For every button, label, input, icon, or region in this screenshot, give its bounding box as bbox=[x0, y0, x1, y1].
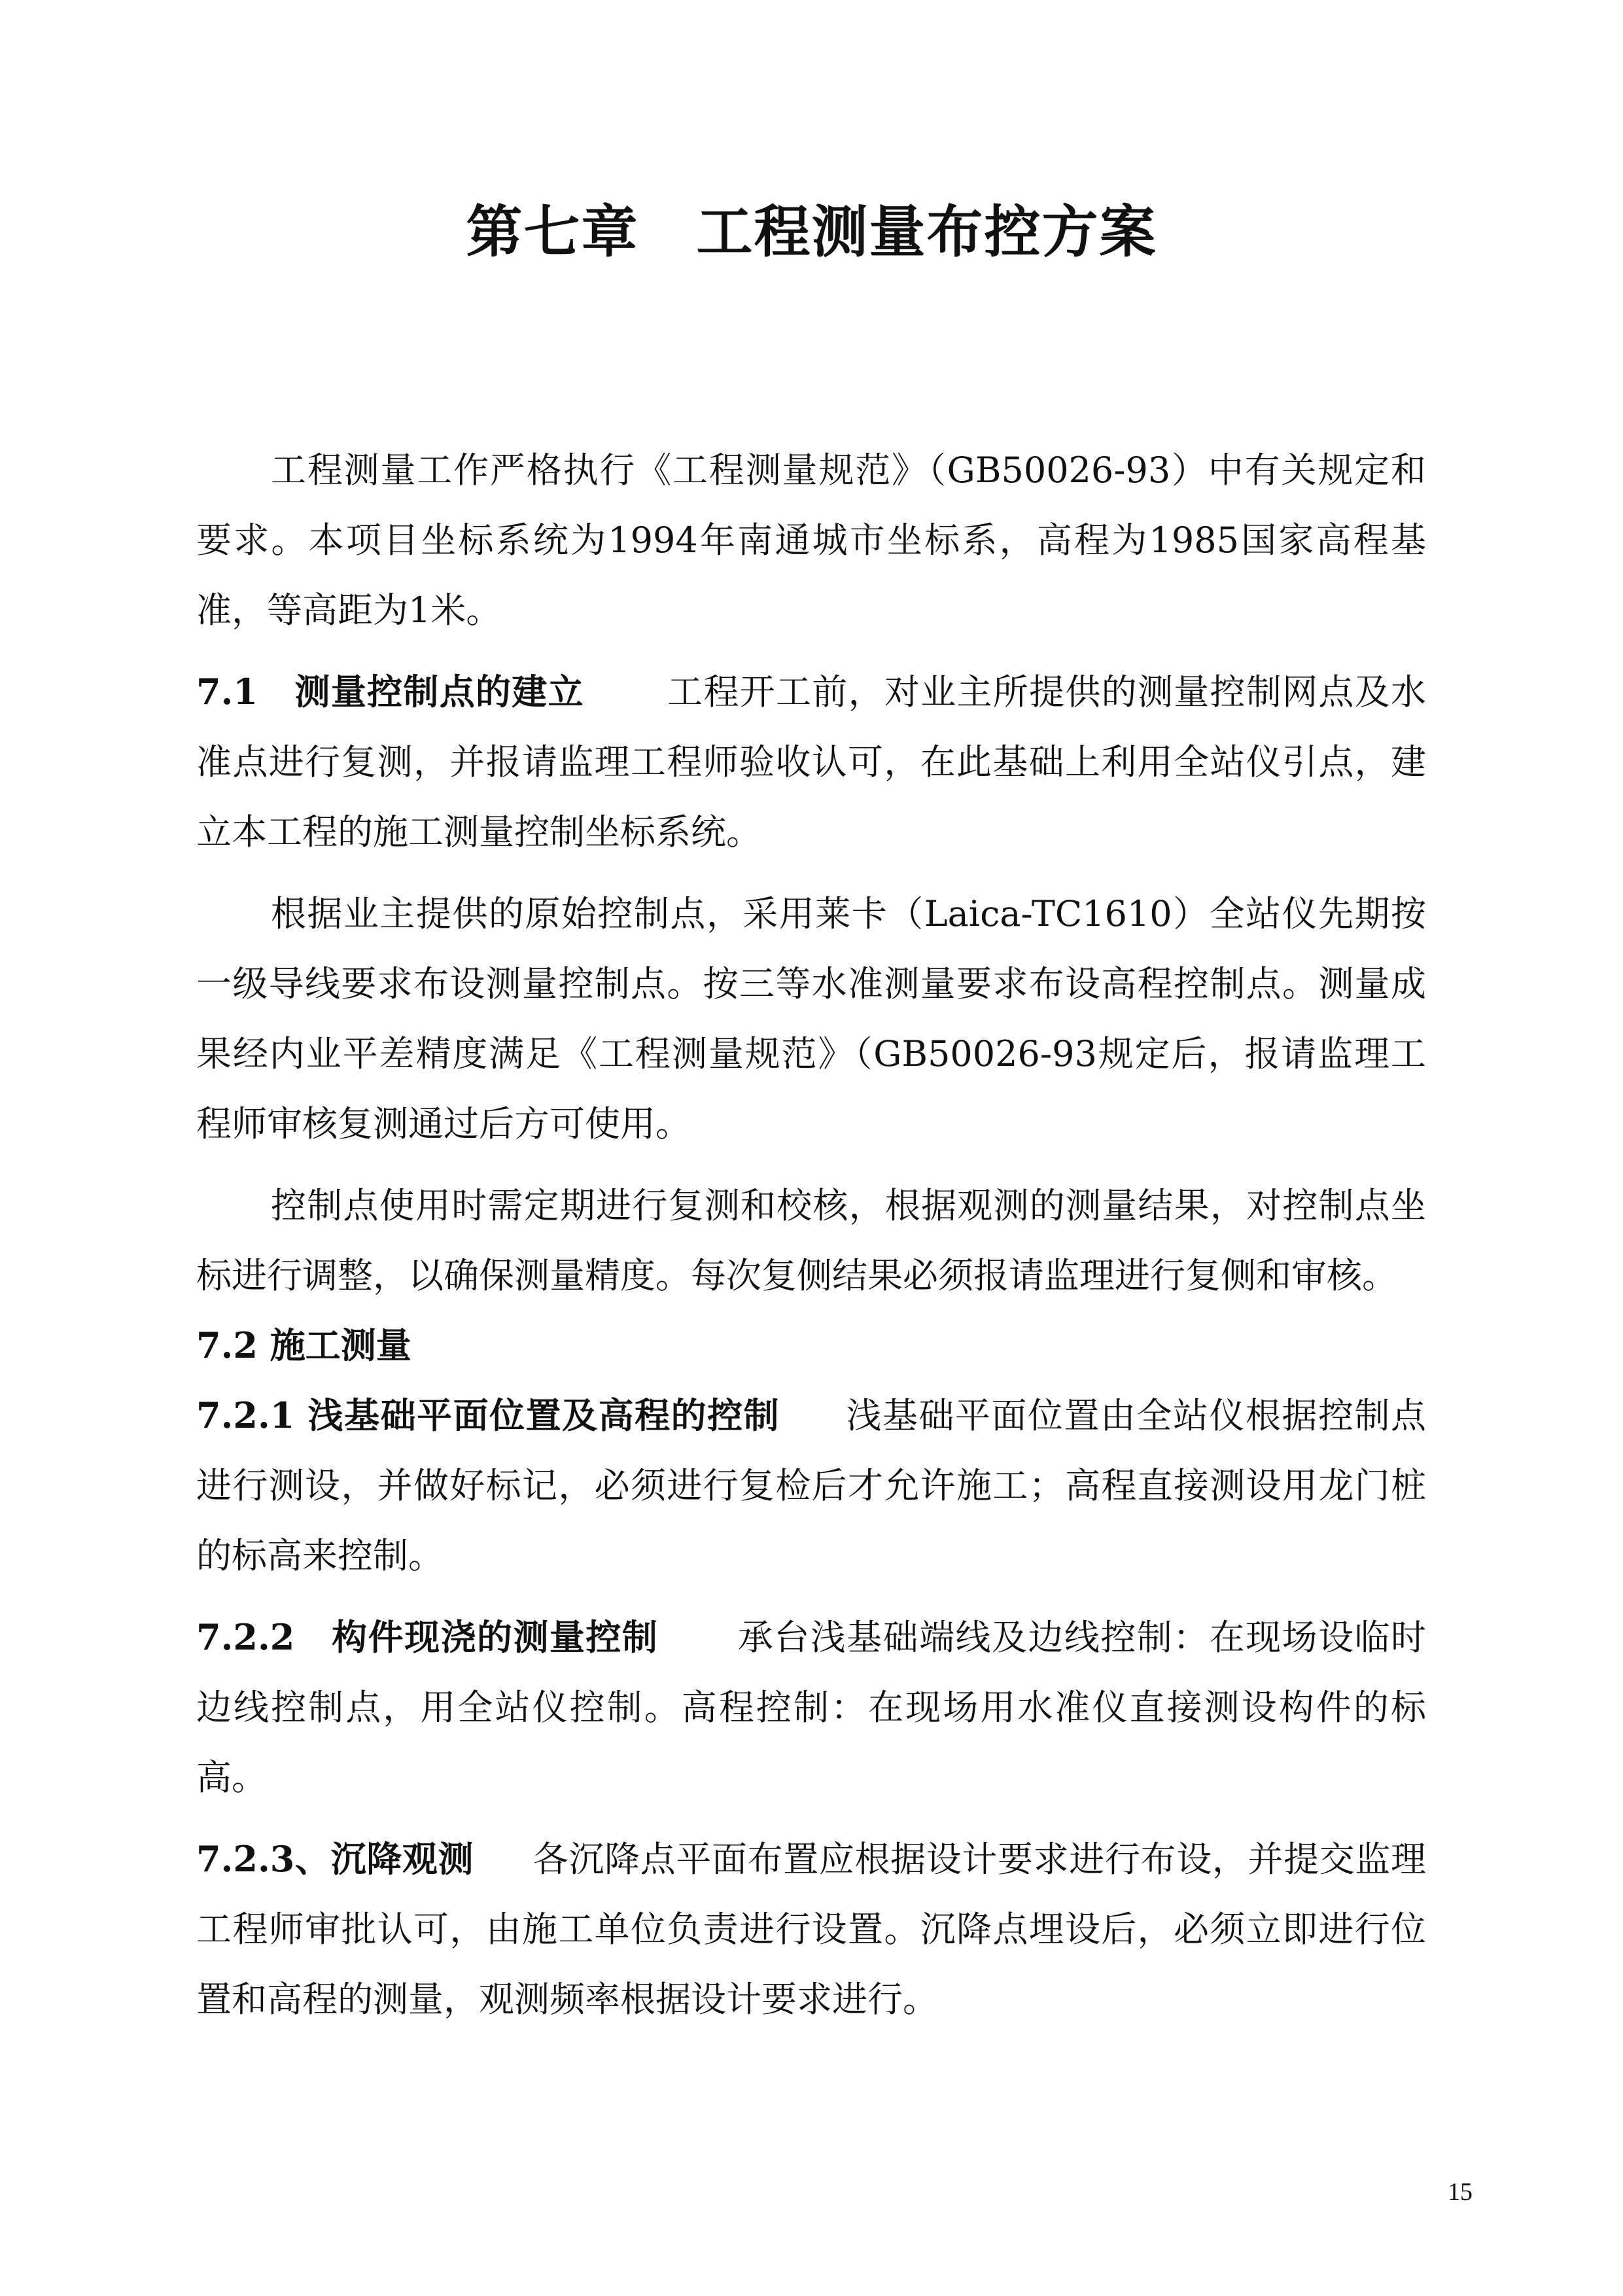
section-7-1-paragraph bbox=[196, 657, 1426, 867]
section-7-2-3-text: 各沉降点平面布置应根据设计要求进行布设，并提交监理工程师审批认可，由施工单位负责进行设置。沉降点埋设后，必须立即进行位置和高程的测量，观测频率根据设计要求进行。 bbox=[196, 1839, 1427, 2020]
section-7-2-heading: 7.2 施工测量 bbox=[196, 1324, 411, 1366]
document-body bbox=[196, 435, 1426, 2046]
section-7-2-2-text: 承台浅基础端线及边线控制：在现场设临时边线控制点，用全站仪控制。高程控制：在现场用水准仪直接测设构件的标高。 bbox=[196, 1617, 1427, 1798]
section-7-2-1-heading: 7.2.1 浅基础平面位置及高程的控制 bbox=[196, 1394, 780, 1436]
section-7-2-3-paragraph bbox=[196, 1824, 1426, 2034]
section-7-1-paragraph-2: 根据业主提供的原始控制点，采用莱卡（Laica-TC1610）全站仪先期按一级导线要求布设测量控制点。按三等水准测量要求布设高程控制点。测量成果经内业平差精度满足《工程测量规范》（GB50026-93规定后，报请监理工程师审核复测通过后方可使用。 bbox=[196, 893, 1426, 1144]
chapter-title: 第七章 工程测量布控方案 bbox=[466, 199, 1157, 265]
page-number: 15 bbox=[1448, 2178, 1473, 2206]
section-7-2-1-paragraph bbox=[196, 1381, 1426, 1591]
section-7-1-heading: 7.1 测量控制点的建立 bbox=[196, 671, 584, 713]
section-7-2-3-heading: 7.2.3、沉降观测 bbox=[196, 1838, 474, 1880]
section-7-1-text: 工程开工前，对业主所提供的测量控制网点及水准点进行复测，并报请监理工程师验收认可，在此基础上利用全站仪引点，建立本工程的施工测量控制坐标系统。 bbox=[196, 671, 1427, 853]
section-7-2-1-text: 浅基础平面位置由全站仪根据控制点进行测设，并做好标记，必须进行复检后才允许施工；高程直接测设用龙门桩的标高来控制。 bbox=[196, 1395, 1426, 1576]
section-7-2-2-paragraph bbox=[196, 1602, 1426, 1812]
section-7-1-paragraph-3: 控制点使用时需定期进行复测和校核，根据观测的测量结果，对控制点坐标进行调整，以确保测量精度。每次复侧结果必须报请监理进行复侧和审核。 bbox=[196, 1185, 1426, 1296]
intro-paragraph: 工程测量工作严格执行《工程测量规范》（GB50026-93）中有关规定和要求。本项目坐标系统为1994年南通城市坐标系，高程为1985国家高程基准，等高距为1米。 bbox=[196, 450, 1426, 631]
section-7-2-2-heading: 7.2.2 构件现浇的测量控制 bbox=[196, 1616, 659, 1658]
